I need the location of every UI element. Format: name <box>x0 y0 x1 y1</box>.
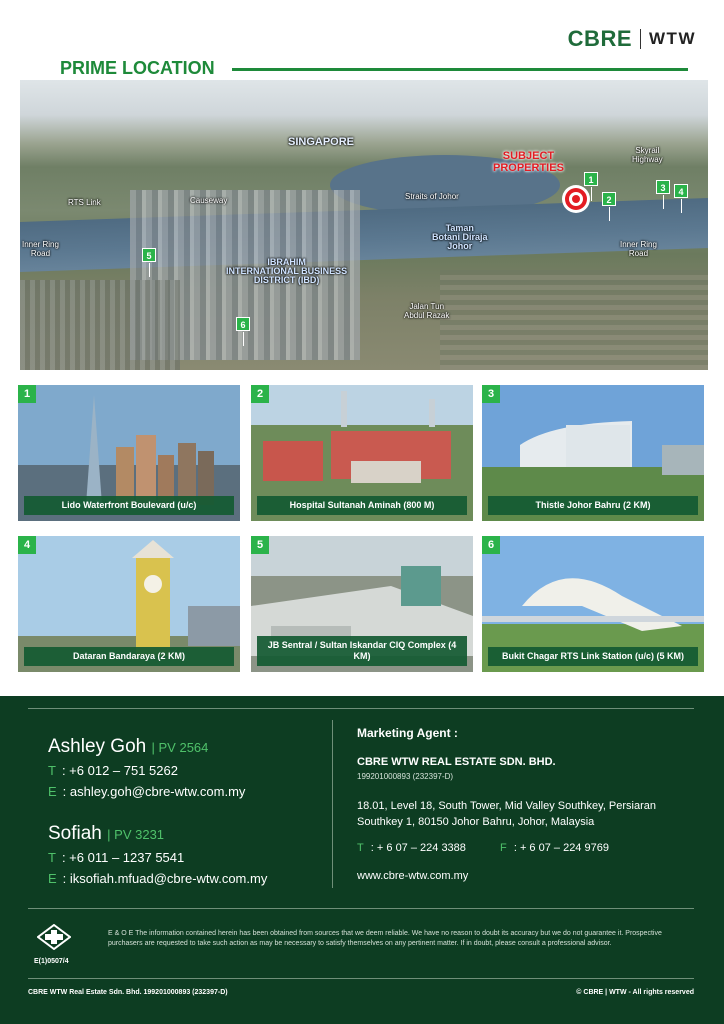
footer-mid-rule <box>28 908 694 909</box>
agent-1 <box>48 736 208 758</box>
wtw-logo-text: WTW <box>649 29 696 48</box>
place-card-3 <box>482 385 704 521</box>
agent-pv: | PV 3231 <box>107 827 165 842</box>
place-number: 5 <box>251 536 269 554</box>
marketing-company: CBRE WTW REAL ESTATE SDN. BHD. <box>357 756 556 768</box>
disclaimer-text: E & O E The information contained herein has been obtained from sources that we deem reliable. We have no reason to doubt its accuracy but we do not guarantee it. Prospective purchasers are requested to take such action as may be necessary to satisfy themselves on any pertinent matter. If in doubt, please consult a professional advisor. <box>108 930 662 947</box>
place-caption: Lido Waterfront Boulevard (u/c) <box>24 496 234 515</box>
place-number: 2 <box>251 385 269 403</box>
email-value: : iksofiah.mfuad@cbre-wtw.com.my <box>62 871 268 886</box>
agent-2-phone[interactable] <box>48 850 184 865</box>
map-label-inner-ring-road-right: Inner Ring Road <box>620 240 657 258</box>
cbre-logo-text: CBRE <box>567 26 633 51</box>
map-water-strait <box>20 198 708 272</box>
place-caption: JB Sentral / Sultan Iskandar CIQ Complex (4 KM) <box>257 636 467 666</box>
agent-1-phone[interactable] <box>48 763 178 778</box>
map-pin-5: 5 <box>142 248 156 262</box>
marketing-address: 18.01, Level 18, South Tower, Mid Valley Southkey, Persiaran Southkey 1, 80150 Johor Bahru, Johor, Malaysia <box>357 800 657 828</box>
place-caption: Bukit Chagar RTS Link Station (u/c) (5 KM) <box>488 647 698 666</box>
agent-pv: | PV 2564 <box>151 740 209 755</box>
place-number: 1 <box>18 385 36 403</box>
place-card-6 <box>482 536 704 672</box>
agent-name: Ashley Goh <box>48 736 147 757</box>
map-label-straits-of-johor: Straits of Johor <box>405 192 459 201</box>
phone-key: T <box>48 850 56 865</box>
footer-divider <box>332 720 333 888</box>
place-number: 3 <box>482 385 500 403</box>
section-title: PRIME LOCATION <box>60 58 215 78</box>
subject-target-icon <box>561 184 591 214</box>
footer-copyright: © CBRE | WTW - All rights reserved <box>576 989 694 996</box>
place-number: 6 <box>482 536 500 554</box>
logo-divider <box>640 29 641 49</box>
map-pin-6: 6 <box>236 317 250 331</box>
agent-1-email[interactable] <box>48 784 245 799</box>
email-value: : ashley.goh@cbre-wtw.com.my <box>62 784 246 799</box>
phone-value: : +6 011 – 1237 5541 <box>61 850 185 865</box>
footer-bottom-rule <box>28 978 694 979</box>
regulatory-code: E(1)0507/4 <box>34 958 69 965</box>
marketing-website-link[interactable]: www.cbre-wtw.com.my <box>357 870 469 882</box>
regulatory-badge-icon <box>37 924 71 950</box>
map-pin-4: 4 <box>674 184 688 198</box>
brand-logo <box>568 26 696 52</box>
email-key: E <box>48 871 57 886</box>
map-label-ibd: IBRAHIM INTERNATIONAL BUSINESS DISTRICT (IBD) <box>226 257 348 285</box>
map-pin-2: 2 <box>602 192 616 206</box>
marketing-agent-title: Marketing Agent : <box>357 726 458 740</box>
place-caption: Dataran Bandaraya (2 KM) <box>24 647 234 666</box>
map-label-jalan-tun: Jalan Tun Abdul Razak <box>404 302 450 320</box>
tel-value[interactable]: : + 6 07 – 224 3388 <box>370 842 466 854</box>
marketing-phone-fax <box>357 842 609 854</box>
fax-key: F <box>500 842 507 854</box>
map-city-blocks-right <box>440 270 708 370</box>
place-card-5 <box>251 536 473 672</box>
map-label-rts-link: RTS Link <box>68 198 101 207</box>
map-label-skyrail-highway: Skyrail Highway <box>632 146 663 164</box>
map-label-taman-botani: Taman Botani Diraja Johor <box>432 223 488 251</box>
map-label-causeway: Causeway <box>190 196 228 205</box>
phone-key: T <box>48 763 56 778</box>
footer-top-rule <box>28 708 694 709</box>
map-label-subject-properties: SUBJECT PROPERTIES <box>493 150 564 174</box>
place-card-2 <box>251 385 473 521</box>
agent-pv-number: PV 3231 <box>114 827 165 842</box>
aerial-location-map <box>20 80 708 370</box>
marketing-registration: 199201000893 (232397-D) <box>357 772 454 781</box>
place-card-4 <box>18 536 240 672</box>
agent-2-email[interactable] <box>48 871 267 886</box>
tel-key: T <box>357 842 364 854</box>
contact-footer <box>0 696 724 1024</box>
agent-pv-number: PV 2564 <box>158 740 209 755</box>
agent-2 <box>48 823 164 845</box>
map-pin-3: 3 <box>656 180 670 194</box>
footer-company-line: CBRE WTW Real Estate Sdn. Bhd. 199201000893 (232397-D) <box>28 989 228 996</box>
email-key: E <box>48 784 57 799</box>
map-city-blocks-left <box>20 280 180 370</box>
fax-value: : + 6 07 – 224 9769 <box>513 842 609 854</box>
place-number: 4 <box>18 536 36 554</box>
map-label-inner-ring-road-left: Inner Ring Road <box>22 240 59 258</box>
agent-name: Sofiah <box>48 823 102 844</box>
place-caption: Thistle Johor Bahru (2 KM) <box>488 496 698 515</box>
phone-value: : +6 012 – 751 5262 <box>61 763 178 778</box>
place-caption: Hospital Sultanah Aminah (800 M) <box>257 496 467 515</box>
place-card-1 <box>18 385 240 521</box>
map-pin-1: 1 <box>584 172 598 186</box>
title-underline <box>232 68 688 71</box>
map-label-singapore: SINGAPORE <box>288 136 355 148</box>
